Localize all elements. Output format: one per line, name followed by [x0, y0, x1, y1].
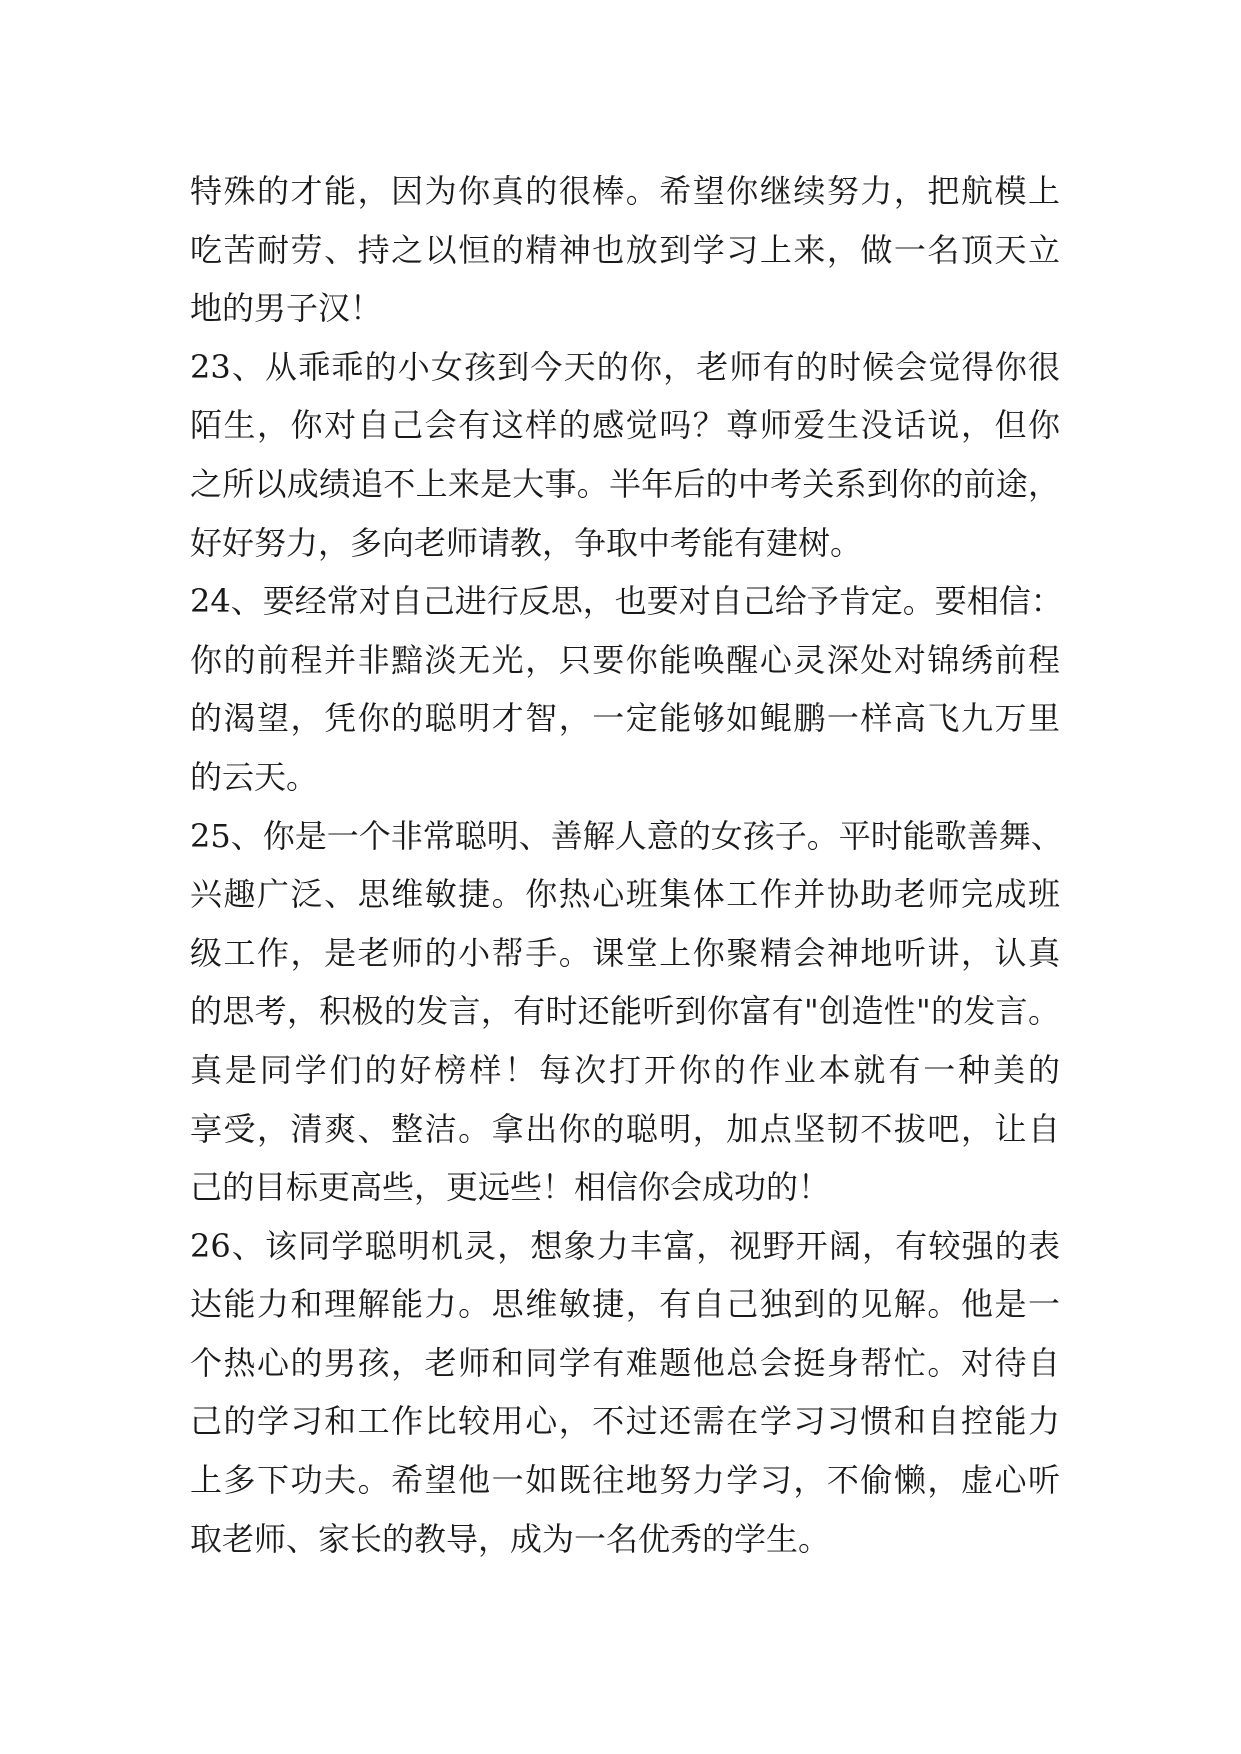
- text-line: 24、要经常对自己进行反思，也要对自己给予肯定。要相信：: [190, 582, 1063, 621]
- text-line: 23、从乖乖的小女孩到今天的你，老师有的时候会觉得你很: [190, 347, 1060, 386]
- text-line: 个热心的男孩，老师和同学有难题他总会挺身帮忙。对待自: [190, 1343, 1060, 1382]
- document-body: [190, 162, 1063, 1568]
- text-line: 26、该同学聪明机灵，想象力丰富，视野开阔，有较强的表: [190, 1226, 1060, 1265]
- text-line: 级工作，是老师的小帮手。课堂上你聚精会神地听讲，认真: [190, 933, 1060, 972]
- text-line: 己的学习和工作比较用心，不过还需在学习习惯和自控能力: [190, 1402, 1060, 1441]
- text-line: 陌生，你对自己会有这样的感觉吗？尊师爱生没话说，但你: [190, 406, 1060, 445]
- text-line: 特殊的才能，因为你真的很棒。希望你继续努力，把航模上: [190, 172, 1060, 210]
- text-line: 的云天。: [190, 757, 319, 796]
- text-line: 兴趣广泛、思维敏捷。你热心班集体工作并协助老师完成班: [190, 875, 1060, 914]
- text-line: 之所以成绩追不上来是大事。半年后的中考关系到你的前途，: [190, 464, 1060, 503]
- text-line: 己的目标更高些，更远些！相信你会成功的！: [190, 1168, 831, 1207]
- text-line: 真是同学们的好榜样！每次打开你的作业本就有一种美的: [190, 1050, 1060, 1089]
- text-line: 上多下功夫。希望他一如既往地努力学习，不偷懒，虚心听: [190, 1461, 1060, 1500]
- text-line: 你的前程并非黯淡无光，只要你能唤醒心灵深处对锦绣前程: [190, 640, 1060, 679]
- text-line: 好好努力，多向老师请教，争取中考能有建树。: [190, 523, 863, 562]
- text-line: 享受，清爽、整洁。拿出你的聪明，加点坚韧不拔吧，让自: [190, 1109, 1060, 1148]
- text-line: 吃苦耐劳、持之以恒的精神也放到学习上来，做一名顶天立: [190, 230, 1060, 269]
- text-line: 地的男子汉！: [190, 289, 383, 328]
- text-line: 25、你是一个非常聪明、善解人意的女孩子。平时能歌善舞、: [190, 816, 1063, 855]
- text-line: 的渴望，凭你的聪明才智，一定能够如鲲鹏一样高飞九万里: [190, 699, 1060, 738]
- text-line: 取老师、家长的教导，成为一名优秀的学生。: [190, 1519, 831, 1558]
- text-line: 达能力和理解能力。思维敏捷，有自己独到的见解。他是一: [190, 1285, 1060, 1324]
- text-line: 的思考，积极的发言，有时还能听到你富有"创造性"的发言。: [190, 992, 1060, 1031]
